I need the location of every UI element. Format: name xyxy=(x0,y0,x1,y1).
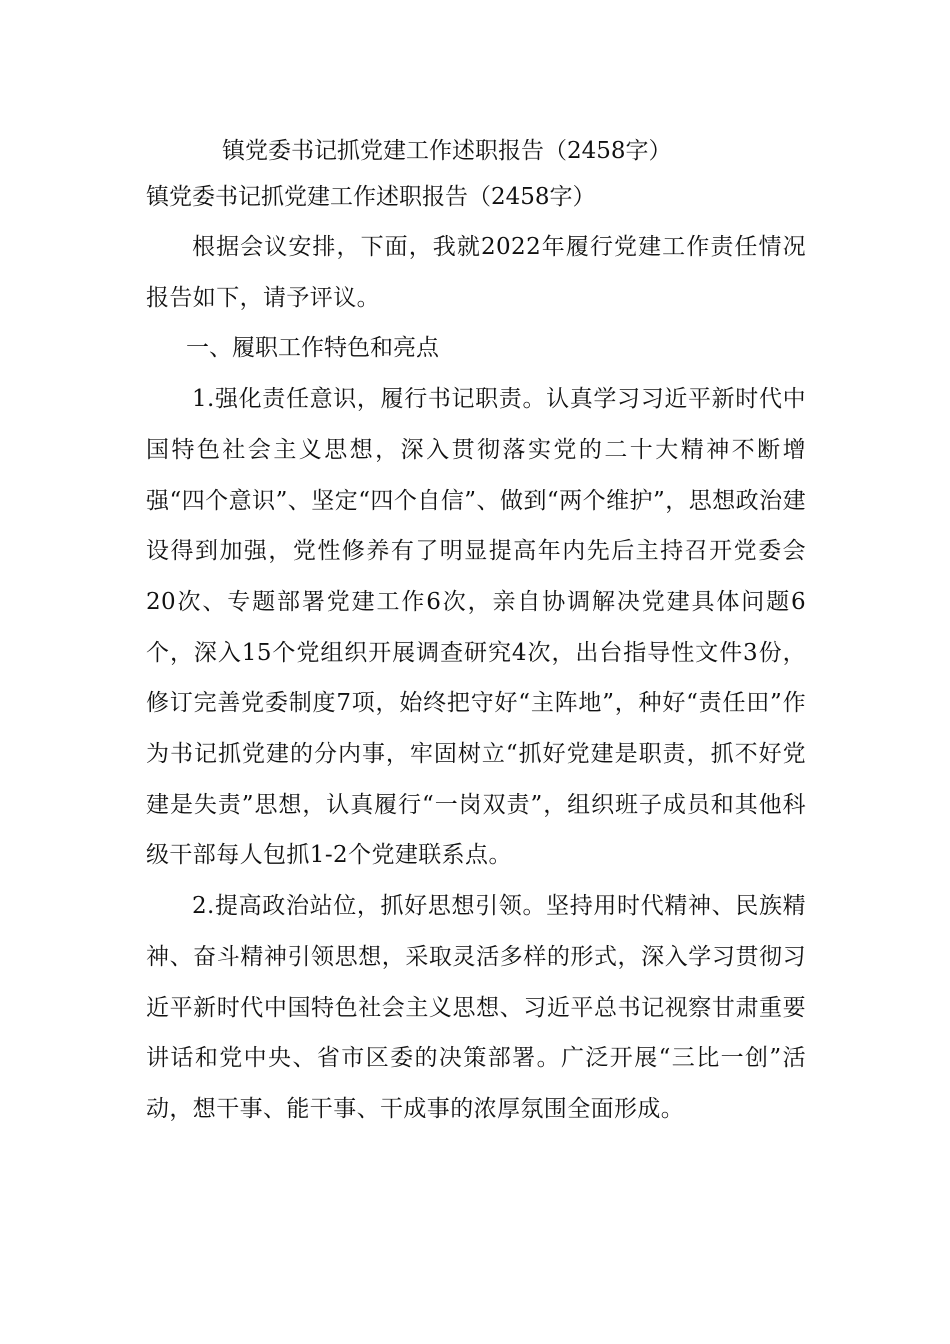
section-heading: 一、履职工作特色和亮点 xyxy=(186,335,439,362)
document-title: 镇党委书记抓党建工作述职报告（2458字） xyxy=(222,138,672,164)
intro-paragraph: 根据会议安排，下面，我就2022年履行党建工作责任情况报告如下，请予评议。 xyxy=(146,234,806,311)
document-page xyxy=(146,128,806,1135)
body-paragraph-2: 2.提高政治站位，抓好思想引领。坚持用时代精神、民族精神、奋斗精神引领思想，采取灵活多样的形式，深入学习贯彻习近平新时代中国特色社会主义思想、习近平总书记视察甘肃重要讲话和党中央、省市区委的决策部署。广泛开展“三比一创”活动，想干事、能干事、干成事的浓厚氛围全面形成。 xyxy=(146,893,806,1122)
document-title-repeat: 镇党委书记抓党建工作述职报告（2458字） xyxy=(146,184,596,210)
body-paragraph-1: 1.强化责任意识，履行书记职责。认真学习习近平新时代中国特色社会主义思想，深入贯彻落实党的二十大精神不断增强“四个意识”、坚定“四个自信”、做到“两个维护”，思想政治建设得到加强，党性修养有了明显提高年内先后主持召开党委会20次、专题部署党建工作6次，亲自协调解决党建具体问题6个，深入15个党组织开展调查研究4次，出台指导性文件3份，修订完善党委制度7项，始终把守好“主阵地”，种好“责任田”作为书记抓党建的分内事，牢固树立“抓好党建是职责，抓不好党建是失责”思想，认真履行“一岗双责”，组织班子成员和其他科级干部每人包抓1-2个党建联系点。 xyxy=(146,386,806,869)
